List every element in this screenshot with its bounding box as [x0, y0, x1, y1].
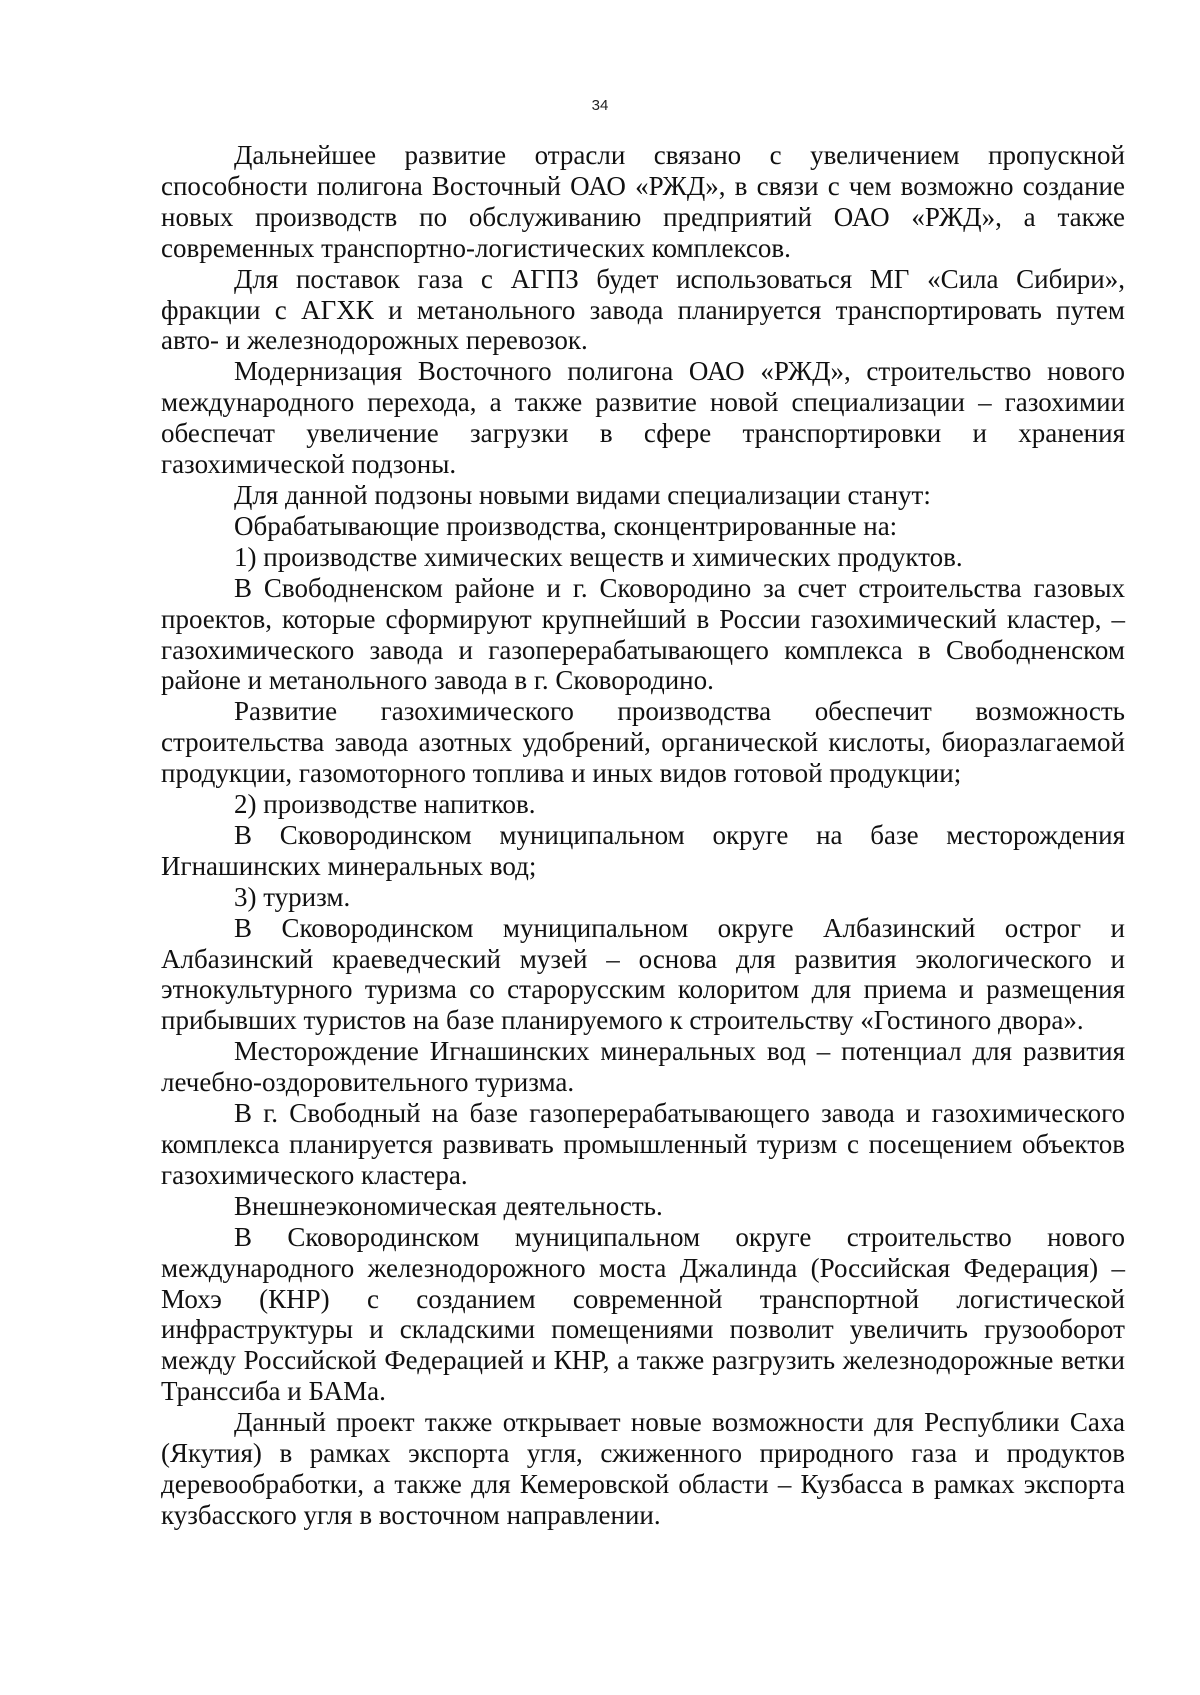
paragraph-gas-chemical-development: Развитие газохимического производства обеспечит возможность строительства завода азотных удобрений, органической кислоты, биоразлагаемой продукции, газомоторного топлива и иных видов готовой продукции; [161, 696, 1125, 789]
paragraph-albazin-tourism: В Сковородинском муниципальном округе Албазинский острог и Албазинский краеведческий музей – основа для развития экологического и этнокультурного туризма со старорусским колоритом для приема и размещения прибывших туристов на базе планируемого к строительству «Гостиного двора». [161, 912, 1125, 1036]
paragraph-rail-development: Дальнейшее развитие отрасли связано с увеличением пропускной способности полигона Восточный ОАО «РЖД», в связи с чем возможно создание новых производств по обслуживанию предприятий ОАО «РЖД», а также современных транспортно-логистических комплексов. [161, 140, 1125, 263]
paragraph-specialization-intro: Для данной подзоны новыми видами специализации станут: [234, 479, 931, 510]
paragraph-health-tourism: Месторождение Игнашинских минеральных вод – потенциал для развития лечебно-оздоровительного туризма. [161, 1036, 1125, 1098]
paragraph-mineral-waters: В Сковородинском муниципальном округе на базе месторождения Игнашинских минеральных вод; [161, 819, 1125, 881]
list-item-beverages: 2) производстве напитков. [234, 789, 536, 820]
list-item-tourism: 3) туризм. [234, 881, 351, 912]
paragraph-gas-chemical-cluster: В Свободненском районе и г. Сковородино за счет строительства газовых проектов, которые сформируют крупнейший в России газохимический кластер, – газохимического завода и газоперерабатывающего комплекса в Свободненском районе и метанольного завода в г. Сковородино. [161, 572, 1125, 696]
paragraph-manufacturing-intro: Обрабатывающие производства, сконцентрированные на: [234, 510, 898, 541]
document-body [161, 140, 1125, 1531]
page-number: 34 [591, 97, 609, 114]
list-item-chemicals: 1) производстве химических веществ и химических продуктов. [234, 541, 963, 572]
paragraph-polygon-modernization: Модернизация Восточного полигона ОАО «РЖД», строительство нового международного перехода, а также развитие новой специализации – газохимии обеспечат увеличение загрузки в сфере транспортировки и хранения газохимической подзоны. [161, 356, 1125, 480]
paragraph-export-opportunities: Данный проект также открывает новые возможности для Республики Саха (Якутия) в рамках экспорта угля, сжиженного природного газа и продуктов деревообработки, а также для Кемеровской области – Кузбасса в рамках экспорта кузбасского угля в восточном направлении. [161, 1407, 1125, 1530]
paragraph-foreign-trade-heading: Внешнеэкономическая деятельность. [234, 1190, 663, 1221]
paragraph-bridge-project: В Сковородинском муниципальном округе строительство нового международного железнодорожного моста Джалинда (Российская Федерация) – Мохэ (КНР) с созданием современной транспортной логистической инфраструктуры и складскими помещениями позволит увеличить грузооборот между Российской Федерацией и КНР, а также разгрузить железнодорожные ветки Транссиба и БАМа. [161, 1221, 1125, 1407]
paragraph-gas-supply: Для поставок газа с АГПЗ будет использоваться МГ «Сила Сибири», фракции с АГХК и метанольного завода планируется транспортировать путем авто- и железнодорожных перевозок. [161, 263, 1125, 356]
paragraph-industrial-tourism: В г. Свободный на базе газоперерабатывающего завода и газохимического комплекса планируется развивать промышленный туризм с посещением объектов газохимического кластера. [161, 1098, 1125, 1190]
